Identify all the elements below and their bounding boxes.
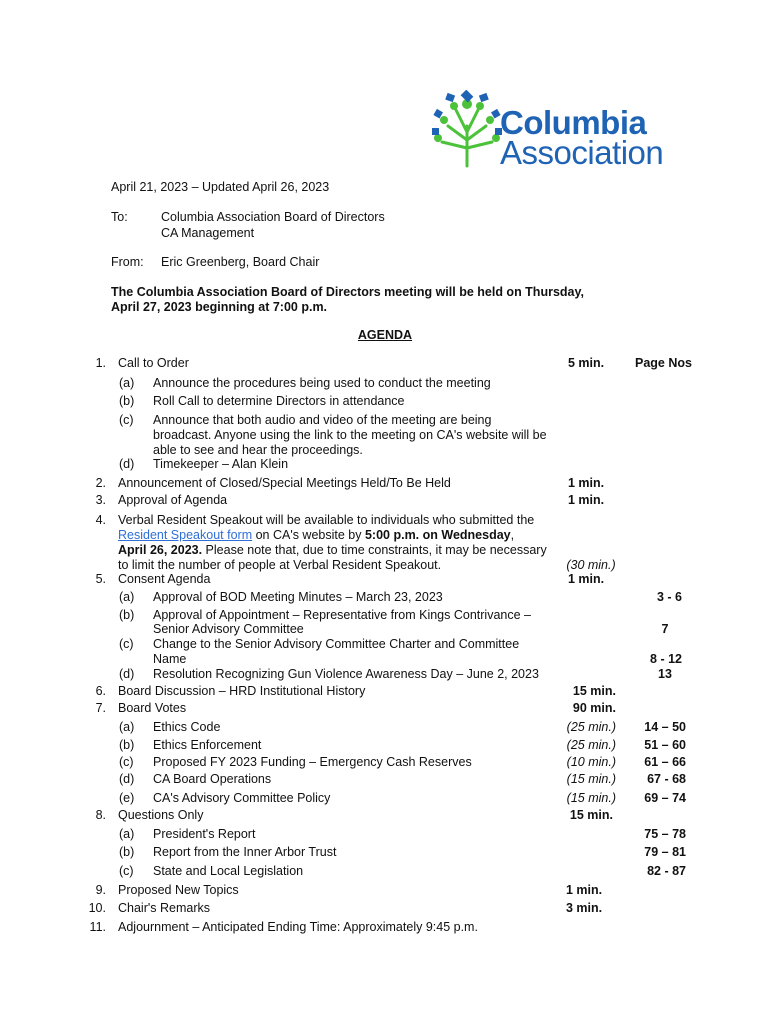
- logo-line1: Columbia: [500, 104, 647, 141]
- subitem-text-line2: broadcast. Anyone using the link to the meeting on CA's website will be: [153, 428, 547, 442]
- item-number: 8.: [95, 808, 106, 822]
- line2-text: on CA's website by: [252, 528, 365, 542]
- page-nos: 13: [658, 667, 672, 681]
- page-nos: 7: [661, 622, 669, 636]
- agenda-title: AGENDA: [357, 328, 413, 342]
- subitem-letter: (c): [119, 755, 134, 769]
- subitem-text: Approval of BOD Meeting Minutes – March 23, 2023: [153, 590, 443, 604]
- subitem-text: State and Local Legislation: [153, 864, 304, 878]
- subitem-text: Resolution Recognizing Gun Violence Awareness Day – June 2, 2023: [153, 667, 539, 681]
- subitem-text: Announce the procedures being used to conduct the meeting: [153, 376, 491, 390]
- subitem-text-line1: Announce that both audio and video of the meeting are being: [153, 413, 492, 427]
- logo-wordmark: [500, 104, 664, 171]
- page-nos: 61 – 66: [644, 755, 686, 769]
- from-label: From:: [111, 255, 144, 269]
- page-nos: 3 - 6: [656, 590, 682, 604]
- subitem-letter: (b): [119, 394, 135, 408]
- subitem-letter: (b): [119, 845, 135, 859]
- deadline-date: April 26, 2023.: [118, 543, 203, 557]
- subitem-text: Ethics Enforcement: [153, 738, 262, 752]
- line2-comma: ,: [510, 528, 515, 542]
- subitem-letter: (d): [119, 667, 135, 681]
- page-nos: 8 - 12: [650, 652, 682, 666]
- item-title: Questions Only: [118, 808, 204, 822]
- item-title: Call to Order: [118, 356, 189, 370]
- to-label: To:: [111, 210, 128, 224]
- subitem-time: (15 min.): [566, 772, 616, 786]
- resident-speakout-form-link[interactable]: Resident Speakout form: [118, 528, 253, 542]
- item-time: (30 min.): [566, 558, 616, 572]
- subitem-letter: (a): [119, 827, 135, 841]
- subitem-text-line2: Name: [153, 652, 187, 666]
- subitem-text: Timekeeper – Alan Klein: [153, 457, 289, 471]
- page-nos: 51 – 60: [644, 738, 686, 752]
- item-time: 1 min.: [567, 493, 605, 507]
- item-title: Approval of Agenda: [118, 493, 228, 507]
- page-nos: 82 - 87: [647, 864, 686, 878]
- page-nos: 67 - 68: [647, 772, 686, 786]
- item-time: 15 min.: [572, 684, 616, 698]
- page-nos-header: Page Nos: [635, 356, 692, 370]
- item-time: 15 min.: [569, 808, 613, 822]
- item-time: 3 min.: [565, 901, 603, 915]
- item-time: 1 min.: [565, 883, 603, 897]
- item-title: Consent Agenda: [118, 572, 211, 586]
- subitem-time: (25 min.): [566, 738, 616, 752]
- page-nos: 79 – 81: [644, 845, 686, 859]
- subitem-letter: (d): [119, 457, 135, 471]
- item-title: Board Votes: [118, 701, 187, 715]
- item-title: Board Discussion – HRD Institutional History: [118, 684, 366, 698]
- subitem-text: Ethics Code: [153, 720, 221, 734]
- item-time: 90 min.: [572, 701, 616, 715]
- page-nos: 69 – 74: [644, 791, 686, 805]
- subitem-time: (25 min.): [566, 720, 616, 734]
- memo-date: April 21, 2023 – Updated April 26, 2023: [111, 180, 330, 194]
- from-value: Eric Greenberg, Board Chair: [161, 255, 320, 269]
- deadline-time: 5:00 p.m. on Wednesday: [364, 528, 511, 542]
- subitem-text-line1: Change to the Senior Advisory Committee Charter and Committee: [153, 637, 520, 651]
- item-time: 5 min.: [567, 356, 605, 370]
- item-text-line4: to limit the number of people at Verbal Resident Speakout.: [118, 558, 442, 572]
- subitem-letter: (c): [119, 637, 134, 651]
- subitem-text: Proposed FY 2023 Funding – Emergency Cash Reserves: [153, 755, 472, 769]
- item-number: 3.: [95, 493, 106, 507]
- logo-line2: Association: [500, 134, 664, 171]
- item-title: Proposed New Topics: [118, 883, 239, 897]
- line3-text: Please note that, due to time constraints, it may be necessary: [202, 543, 547, 557]
- item-title: Announcement of Closed/Special Meetings Held/To Be Held: [118, 476, 451, 490]
- subitem-text-line1: Approval of Appointment – Representative from Kings Contrivance –: [153, 608, 531, 622]
- item-text-line1: Verbal Resident Speakout will be available to individuals who submitted the: [118, 513, 535, 527]
- columbia-tree-icon: [432, 90, 502, 168]
- page-nos: 14 – 50: [644, 720, 686, 734]
- item-number: 4.: [95, 513, 106, 527]
- subitem-letter: (b): [119, 738, 135, 752]
- item-text-line3: [118, 543, 547, 557]
- item-number: 9.: [95, 883, 106, 897]
- page-nos: 75 – 78: [644, 827, 686, 841]
- item-number: 7.: [95, 701, 106, 715]
- subitem-time: (10 min.): [566, 755, 616, 769]
- subitem-letter: (a): [119, 590, 135, 604]
- subitem-letter: (c): [119, 413, 134, 427]
- subitem-text: Report from the Inner Arbor Trust: [153, 845, 337, 859]
- item-title: Chair's Remarks: [118, 901, 210, 915]
- subitem-letter: (b): [119, 608, 135, 622]
- item-number: 11.: [89, 920, 106, 934]
- item-text-line2: [118, 528, 514, 542]
- subitem-text: CA's Advisory Committee Policy: [153, 791, 331, 805]
- subitem-text: President's Report: [153, 827, 256, 841]
- subitem-text-line2: Senior Advisory Committee: [153, 622, 304, 636]
- item-number: 6.: [95, 684, 106, 698]
- subitem-text-line3: able to see and hear the proceedings.: [153, 443, 363, 457]
- item-time: 1 min.: [567, 476, 605, 490]
- subitem-letter: (d): [119, 772, 135, 786]
- subitem-text: Roll Call to determine Directors in attendance: [153, 394, 405, 408]
- item-number: 5.: [95, 572, 106, 586]
- subitem-letter: (a): [119, 720, 135, 734]
- item-number: 1.: [95, 356, 106, 370]
- announcement-line2: April 27, 2023 beginning at 7:00 p.m.: [111, 300, 328, 314]
- subitem-letter: (c): [119, 864, 134, 878]
- subitem-time: (15 min.): [566, 791, 616, 805]
- to-line2: CA Management: [161, 226, 255, 240]
- to-line1: Columbia Association Board of Directors: [161, 210, 385, 224]
- subitem-text: CA Board Operations: [153, 772, 272, 786]
- announcement-line1: The Columbia Association Board of Directors meeting will be held on Thursday,: [111, 285, 584, 299]
- item-number: 2.: [95, 476, 106, 490]
- subitem-letter: (e): [119, 791, 135, 805]
- item-number: 10.: [88, 901, 106, 915]
- item-time: 1 min.: [567, 572, 605, 586]
- subitem-letter: (a): [119, 376, 135, 390]
- item-title: Adjournment – Anticipated Ending Time: Approximately 9:45 p.m.: [118, 920, 478, 934]
